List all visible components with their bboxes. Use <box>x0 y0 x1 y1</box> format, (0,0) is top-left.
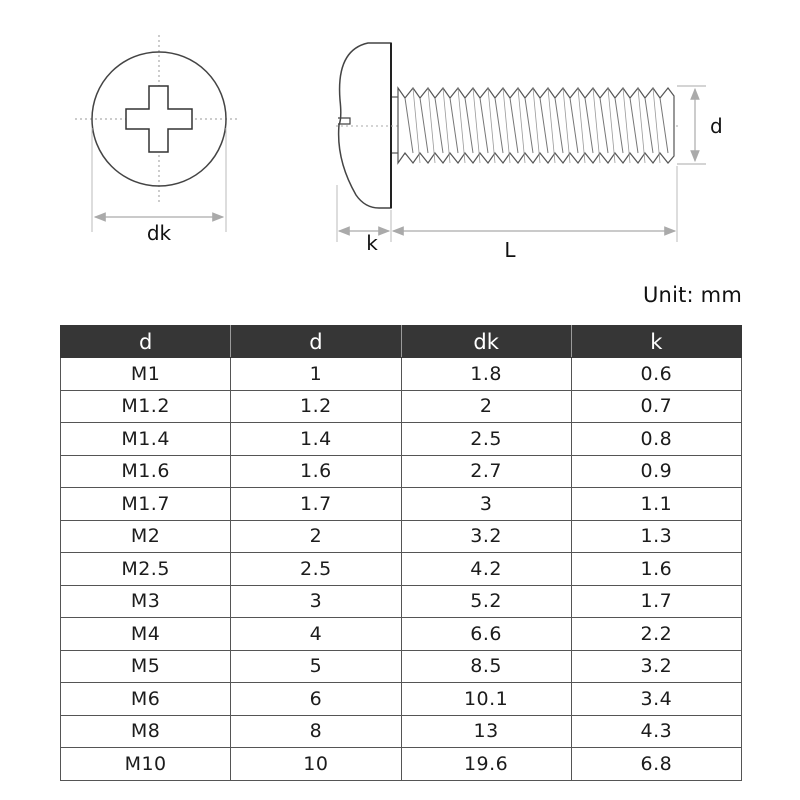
table-cell: 3 <box>231 585 401 618</box>
table-row <box>61 520 742 553</box>
table-cell: 6.6 <box>401 618 571 651</box>
table-cell: M2 <box>61 520 231 553</box>
table-cell: 0.8 <box>571 423 741 456</box>
table-cell: 8.5 <box>401 650 571 683</box>
table-cell: M1.6 <box>61 455 231 488</box>
table-cell: 5 <box>231 650 401 683</box>
table-cell: 2.7 <box>401 455 571 488</box>
table-cell: 3.2 <box>401 520 571 553</box>
top-view-drawing <box>75 35 240 245</box>
table-row <box>61 618 742 651</box>
table-row <box>61 748 742 781</box>
table-cell: M6 <box>61 683 231 716</box>
table-cell: 1.4 <box>231 423 401 456</box>
table-header-row <box>61 326 742 358</box>
table-cell: 1.7 <box>571 585 741 618</box>
table-cell: 13 <box>401 715 571 748</box>
table-cell: 1.1 <box>571 488 741 521</box>
table-cell: M5 <box>61 650 231 683</box>
table-cell: 1 <box>231 358 401 391</box>
table-cell: M1.2 <box>61 390 231 423</box>
L-label: L <box>504 238 516 262</box>
table-cell: 4.2 <box>401 553 571 586</box>
unit-label: Unit: mm <box>642 283 742 307</box>
table-cell: M4 <box>61 618 231 651</box>
table-cell: 2.5 <box>231 553 401 586</box>
table-cell: 0.9 <box>571 455 741 488</box>
column-header: d <box>231 326 401 358</box>
table-cell: 3.2 <box>571 650 741 683</box>
table-cell: M2.5 <box>61 553 231 586</box>
column-header: d <box>61 326 231 358</box>
column-header: k <box>571 326 741 358</box>
table-row <box>61 455 742 488</box>
k-label: k <box>366 231 378 255</box>
table-cell: 8 <box>231 715 401 748</box>
table-cell: 2.2 <box>571 618 741 651</box>
table-cell: 10.1 <box>401 683 571 716</box>
table-cell: 6.8 <box>571 748 741 781</box>
table-row <box>61 585 742 618</box>
table-row <box>61 683 742 716</box>
screw-diagram <box>0 0 800 280</box>
table-cell: 4.3 <box>571 715 741 748</box>
table-row <box>61 650 742 683</box>
table-cell: M1.7 <box>61 488 231 521</box>
table-row <box>61 390 742 423</box>
table-cell: M3 <box>61 585 231 618</box>
side-view-drawing <box>336 43 723 262</box>
table-cell: 2 <box>231 520 401 553</box>
table-cell: 5.2 <box>401 585 571 618</box>
table-cell: 0.6 <box>571 358 741 391</box>
phillips-cross-icon <box>126 86 192 152</box>
dk-label: dk <box>146 221 172 245</box>
column-header: dk <box>401 326 571 358</box>
table-cell: M8 <box>61 715 231 748</box>
table-cell: 1.3 <box>571 520 741 553</box>
table-row <box>61 553 742 586</box>
table-cell: 19.6 <box>401 748 571 781</box>
table-cell: 0.7 <box>571 390 741 423</box>
table-row <box>61 488 742 521</box>
table-cell: 1.2 <box>231 390 401 423</box>
d-label: d <box>710 114 723 138</box>
table-cell: 4 <box>231 618 401 651</box>
table-row <box>61 423 742 456</box>
table-cell: 1.8 <box>401 358 571 391</box>
table-cell: 2 <box>401 390 571 423</box>
table-cell: 2.5 <box>401 423 571 456</box>
table-cell: 1.6 <box>231 455 401 488</box>
table-cell: M1.4 <box>61 423 231 456</box>
table-cell: 1.6 <box>571 553 741 586</box>
thread-body <box>392 88 674 163</box>
table-cell: M10 <box>61 748 231 781</box>
table-cell: 10 <box>231 748 401 781</box>
table-cell: 1.7 <box>231 488 401 521</box>
table-row <box>61 358 742 391</box>
table-cell: M1 <box>61 358 231 391</box>
table-cell: 3 <box>401 488 571 521</box>
table-cell: 6 <box>231 683 401 716</box>
spec-table <box>60 325 742 781</box>
table-row <box>61 715 742 748</box>
table-cell: 3.4 <box>571 683 741 716</box>
